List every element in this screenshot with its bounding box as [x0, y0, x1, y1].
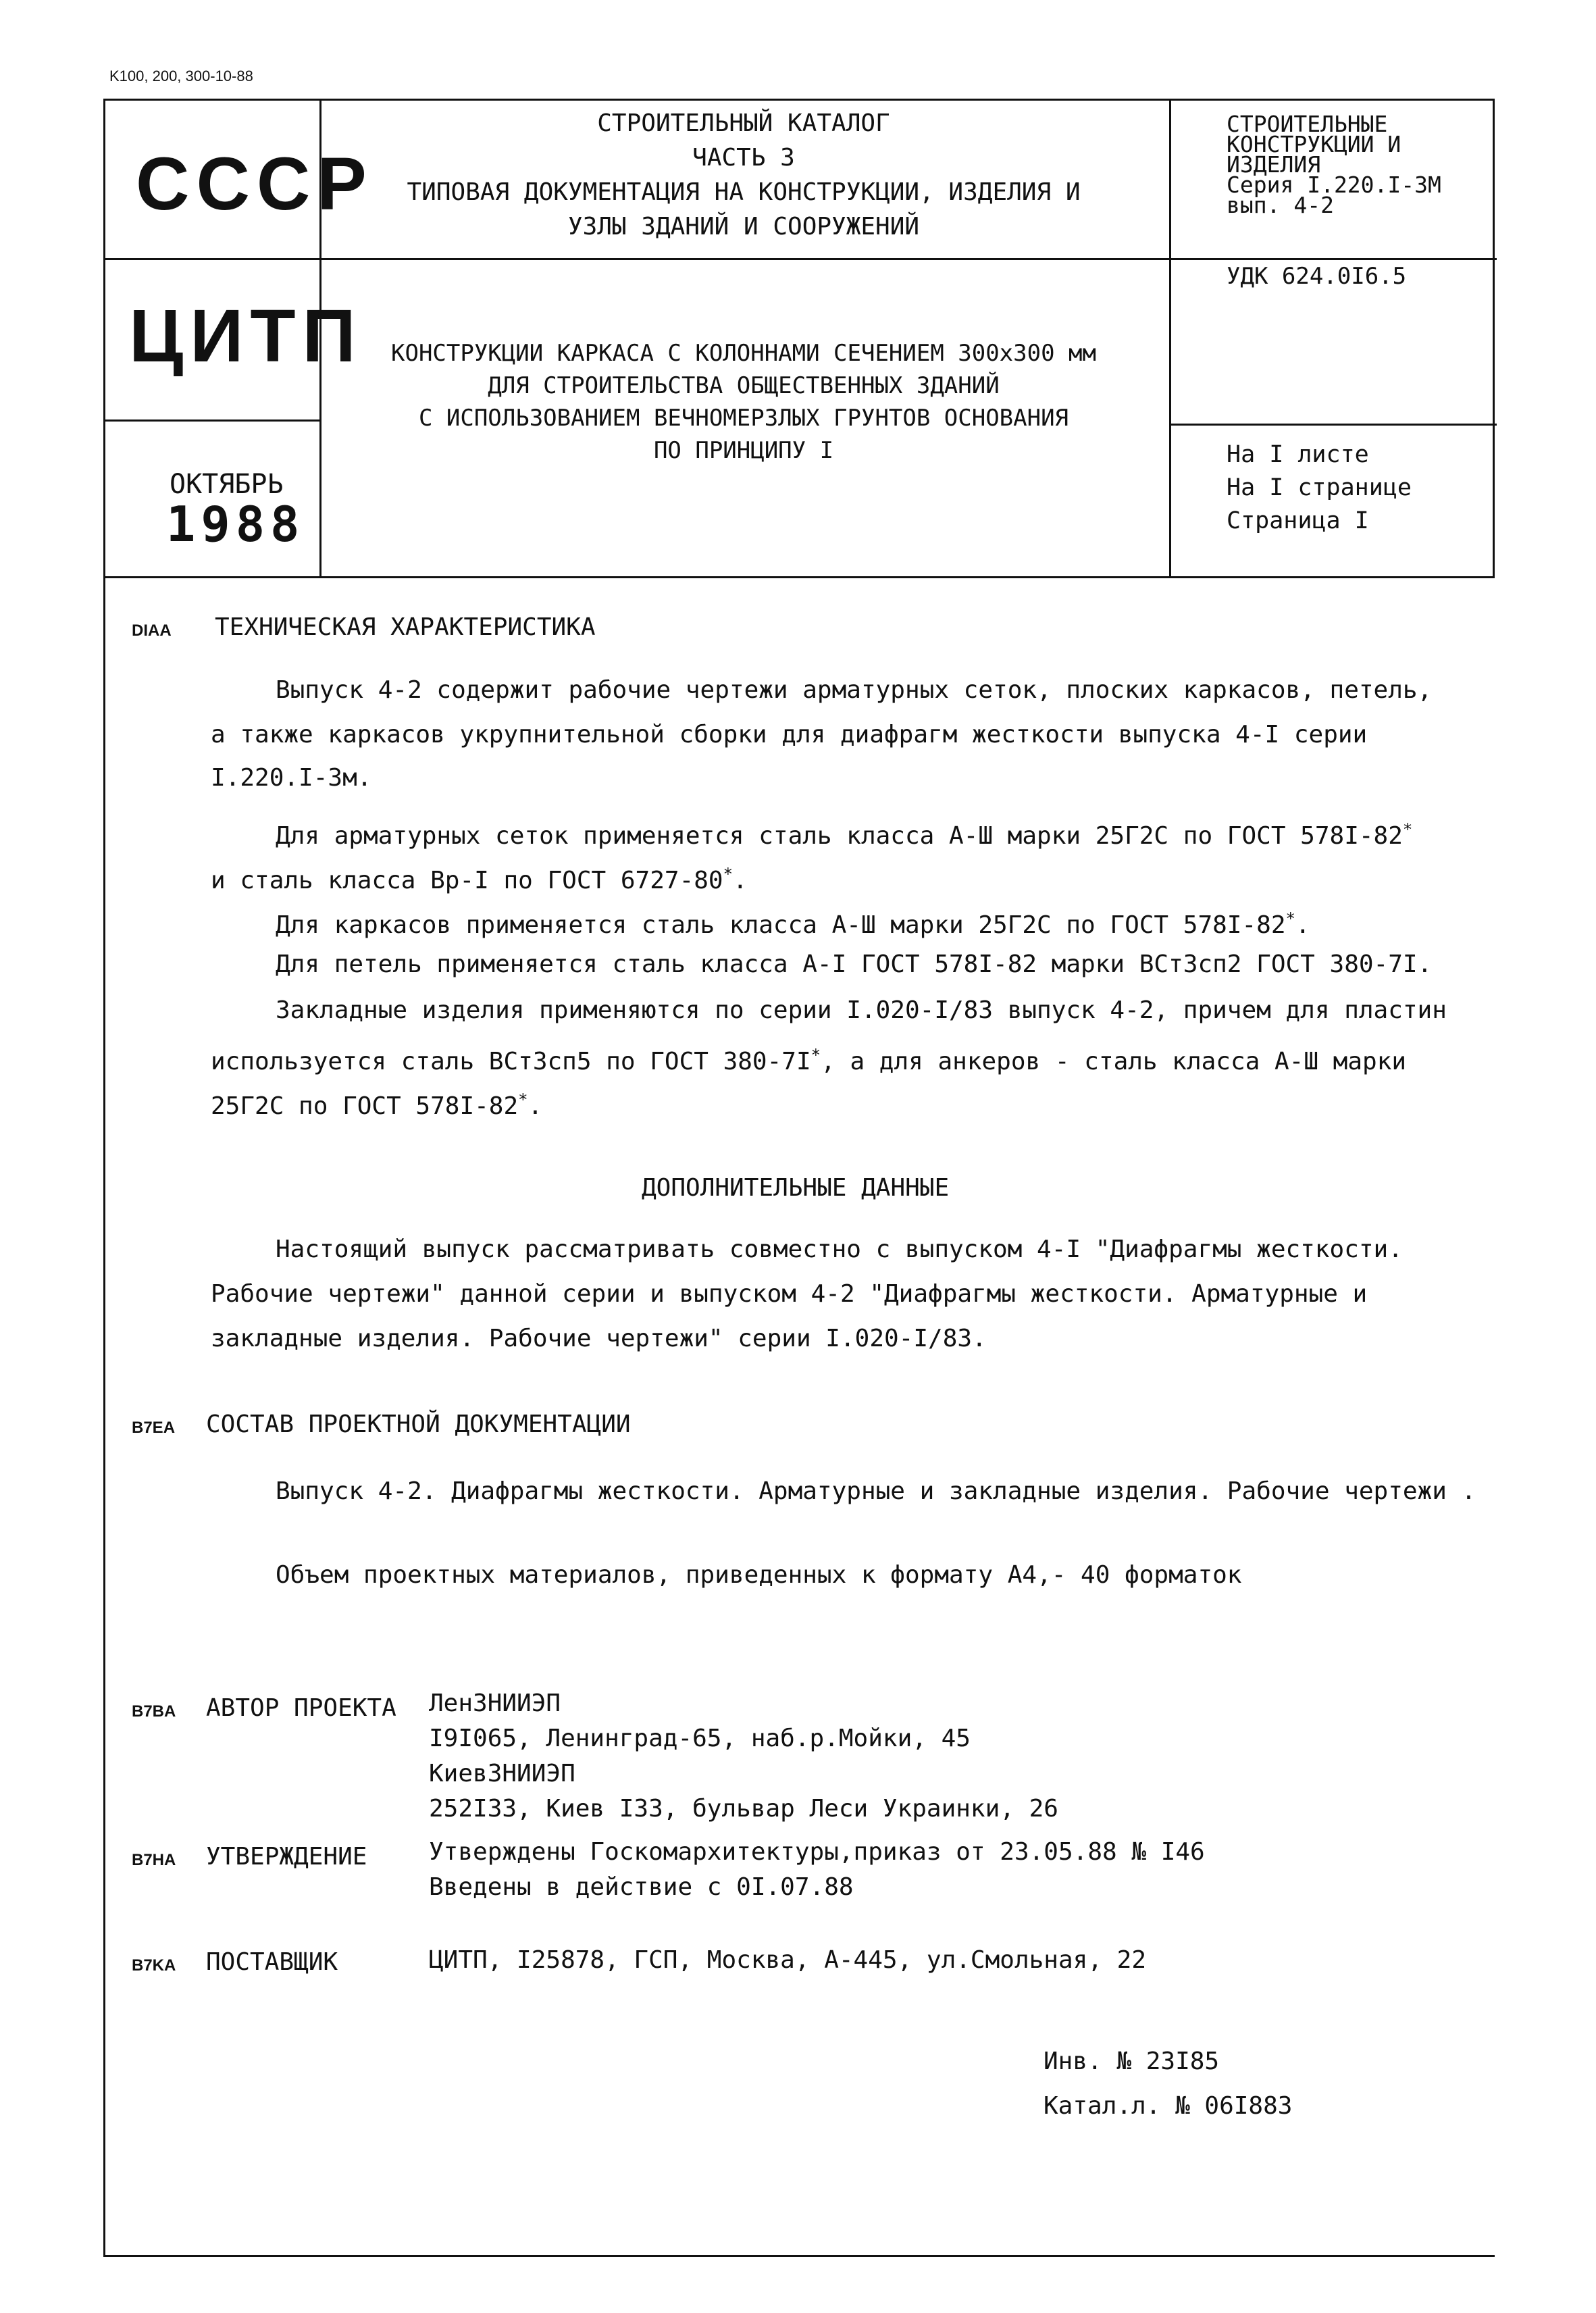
header-divider	[1171, 424, 1497, 426]
document-title: КОНСТРУКЦИИ КАРКАСА С КОЛОННАМИ СЕЧЕНИЕМ 300х300 мм ДЛЯ СТРОИТЕЛЬСТВА ОБЩЕСТВЕННЫХ ЗДАНИЙ С ИСПОЛЬЗОВАНИЕМ ВЕЧНОМЕРЗЛЫХ ГРУНТОВ ОСНОВАНИЯ ПО ПРИНЦИПУ I	[391, 340, 1096, 464]
catalog-title: СТРОИТЕЛЬНЫЙ КАТАЛОГ ЧАСТЬ 3 ТИПОВАЯ ДОКУМЕНТАЦИЯ НА КОНСТРУКЦИИ, ИЗДЕЛИЯ И УЗЛЫ ЗДАНИЙ И СООРУЖЕНИЙ	[407, 109, 1081, 240]
section-heading: ДОПОЛНИТЕЛЬНЫЕ ДАННЫЕ	[642, 1174, 950, 1202]
country-label: СССР	[136, 143, 374, 226]
section-heading: ТЕХНИЧЕСКАЯ ХАРАКТЕРИСТИКА	[215, 613, 596, 641]
page-border-left	[103, 578, 105, 2255]
section-label: АВТОР ПРОЕКТА	[206, 1694, 396, 1722]
org-label: ЦИТП	[129, 295, 363, 378]
section-code: B7BA	[132, 1702, 176, 1721]
paragraph-line: Рабочие чертежи" данной серии и выпуском 4-2 "Диафрагмы жесткости. Арматурные и	[211, 1280, 1368, 1308]
paragraph-line: Выпуск 4-2. Диафрагмы жесткости. Арматурные и закладные изделия. Рабочие чертежи .	[276, 1477, 1476, 1505]
paragraph-line: закладные изделия. Рабочие чертежи" серии I.020-I/83.	[211, 1325, 987, 1352]
section-code: B7HA	[132, 1851, 176, 1869]
page-border-bottom	[103, 2255, 1495, 2257]
section-heading: СОСТАВ ПРОЕКТНОЙ ДОКУМЕНТАЦИИ	[206, 1410, 631, 1438]
series-info: СТРОИТЕЛЬНЫЕ КОНСТРУКЦИИ И ИЗДЕЛИЯ Серия I.220.I-3M вып. 4-2	[1227, 111, 1441, 218]
header-divider	[105, 420, 321, 422]
section-code: B7EA	[132, 1419, 176, 1437]
section-label: УТВЕРЖДЕНИЕ	[206, 1843, 367, 1871]
paragraph-line: I.220.I-3м.	[211, 764, 372, 792]
issue-month: ОКТЯБРЬ	[170, 469, 284, 500]
paragraph-line: Выпуск 4-2 содержит рабочие чертежи арматурных сеток, плоских каркасов, петель,	[276, 676, 1433, 704]
section-code: DIAA	[132, 621, 172, 640]
sheet-info: На I листе На I странице Страница I	[1227, 441, 1412, 534]
paragraph-line: Для арматурных сеток применяется сталь класса А-Ш марки 25Г2С по ГОСТ 578I-82*	[276, 820, 1413, 850]
header-divider	[321, 258, 1497, 260]
issue-year: 1988	[166, 496, 305, 553]
header-divider	[105, 258, 321, 260]
header-divider	[1169, 101, 1171, 576]
paragraph-line: Закладные изделия применяются по серии I.020-I/83 выпуск 4-2, причем для пластин	[276, 996, 1447, 1024]
section-code: B7KA	[132, 1956, 176, 1975]
author-details: ЛенЗНИИЭП I9I065, Ленинград-65, наб.р.Мойки, 45 КиевЗНИИЭП 252I33, Киев I33, бульвар Леси Украинки, 26	[429, 1689, 1058, 1823]
supplier-details: ЦИТП, I25878, ГСП, Москва, А-445, ул.Смольная, 22	[429, 1946, 1147, 1974]
inventory-number: Инв. № 23I85	[1044, 2048, 1220, 2075]
paragraph-line: 25Г2С по ГОСТ 578I-82*.	[211, 1090, 543, 1120]
paragraph-line: используется сталь ВСт3сп5 по ГОСТ 380-7I*, а для анкеров - сталь класса А-Ш марки	[211, 1046, 1407, 1075]
paragraph-line: Для каркасов применяется сталь класса А-Ш марки 25Г2С по ГОСТ 578I-82*.	[276, 909, 1310, 939]
section-label: ПОСТАВЩИК	[206, 1948, 338, 1976]
catalog-code: K100, 200, 300-10-88	[109, 68, 253, 84]
paragraph-line: и сталь класса Вр-I по ГОСТ 6727-80*.	[211, 865, 748, 894]
udc-code: УДК 624.0I6.5	[1227, 263, 1407, 290]
paragraph-line: а также каркасов укрупнительной сборки для диафрагм жесткости выпуска 4-I серии	[211, 721, 1368, 748]
paragraph-line: Объем проектных материалов, приведенных к формату А4,- 40 форматок	[276, 1561, 1242, 1589]
paragraph-line: Для петель применяется сталь класса А-I ГОСТ 578I-82 марки ВСт3сп2 ГОСТ 380-7I.	[276, 950, 1433, 978]
catalog-sheet-number: Катал.л. № 06I883	[1044, 2092, 1293, 2120]
header-table	[103, 99, 1495, 578]
approval-details: Утверждены Госкомархитектуры,приказ от 23.05.88 № I46 Введены в действие с 0I.07.88	[429, 1838, 1205, 1901]
paragraph-line: Настоящий выпуск рассматривать совместно с выпуском 4-I "Диафрагмы жесткости.	[276, 1236, 1403, 1263]
